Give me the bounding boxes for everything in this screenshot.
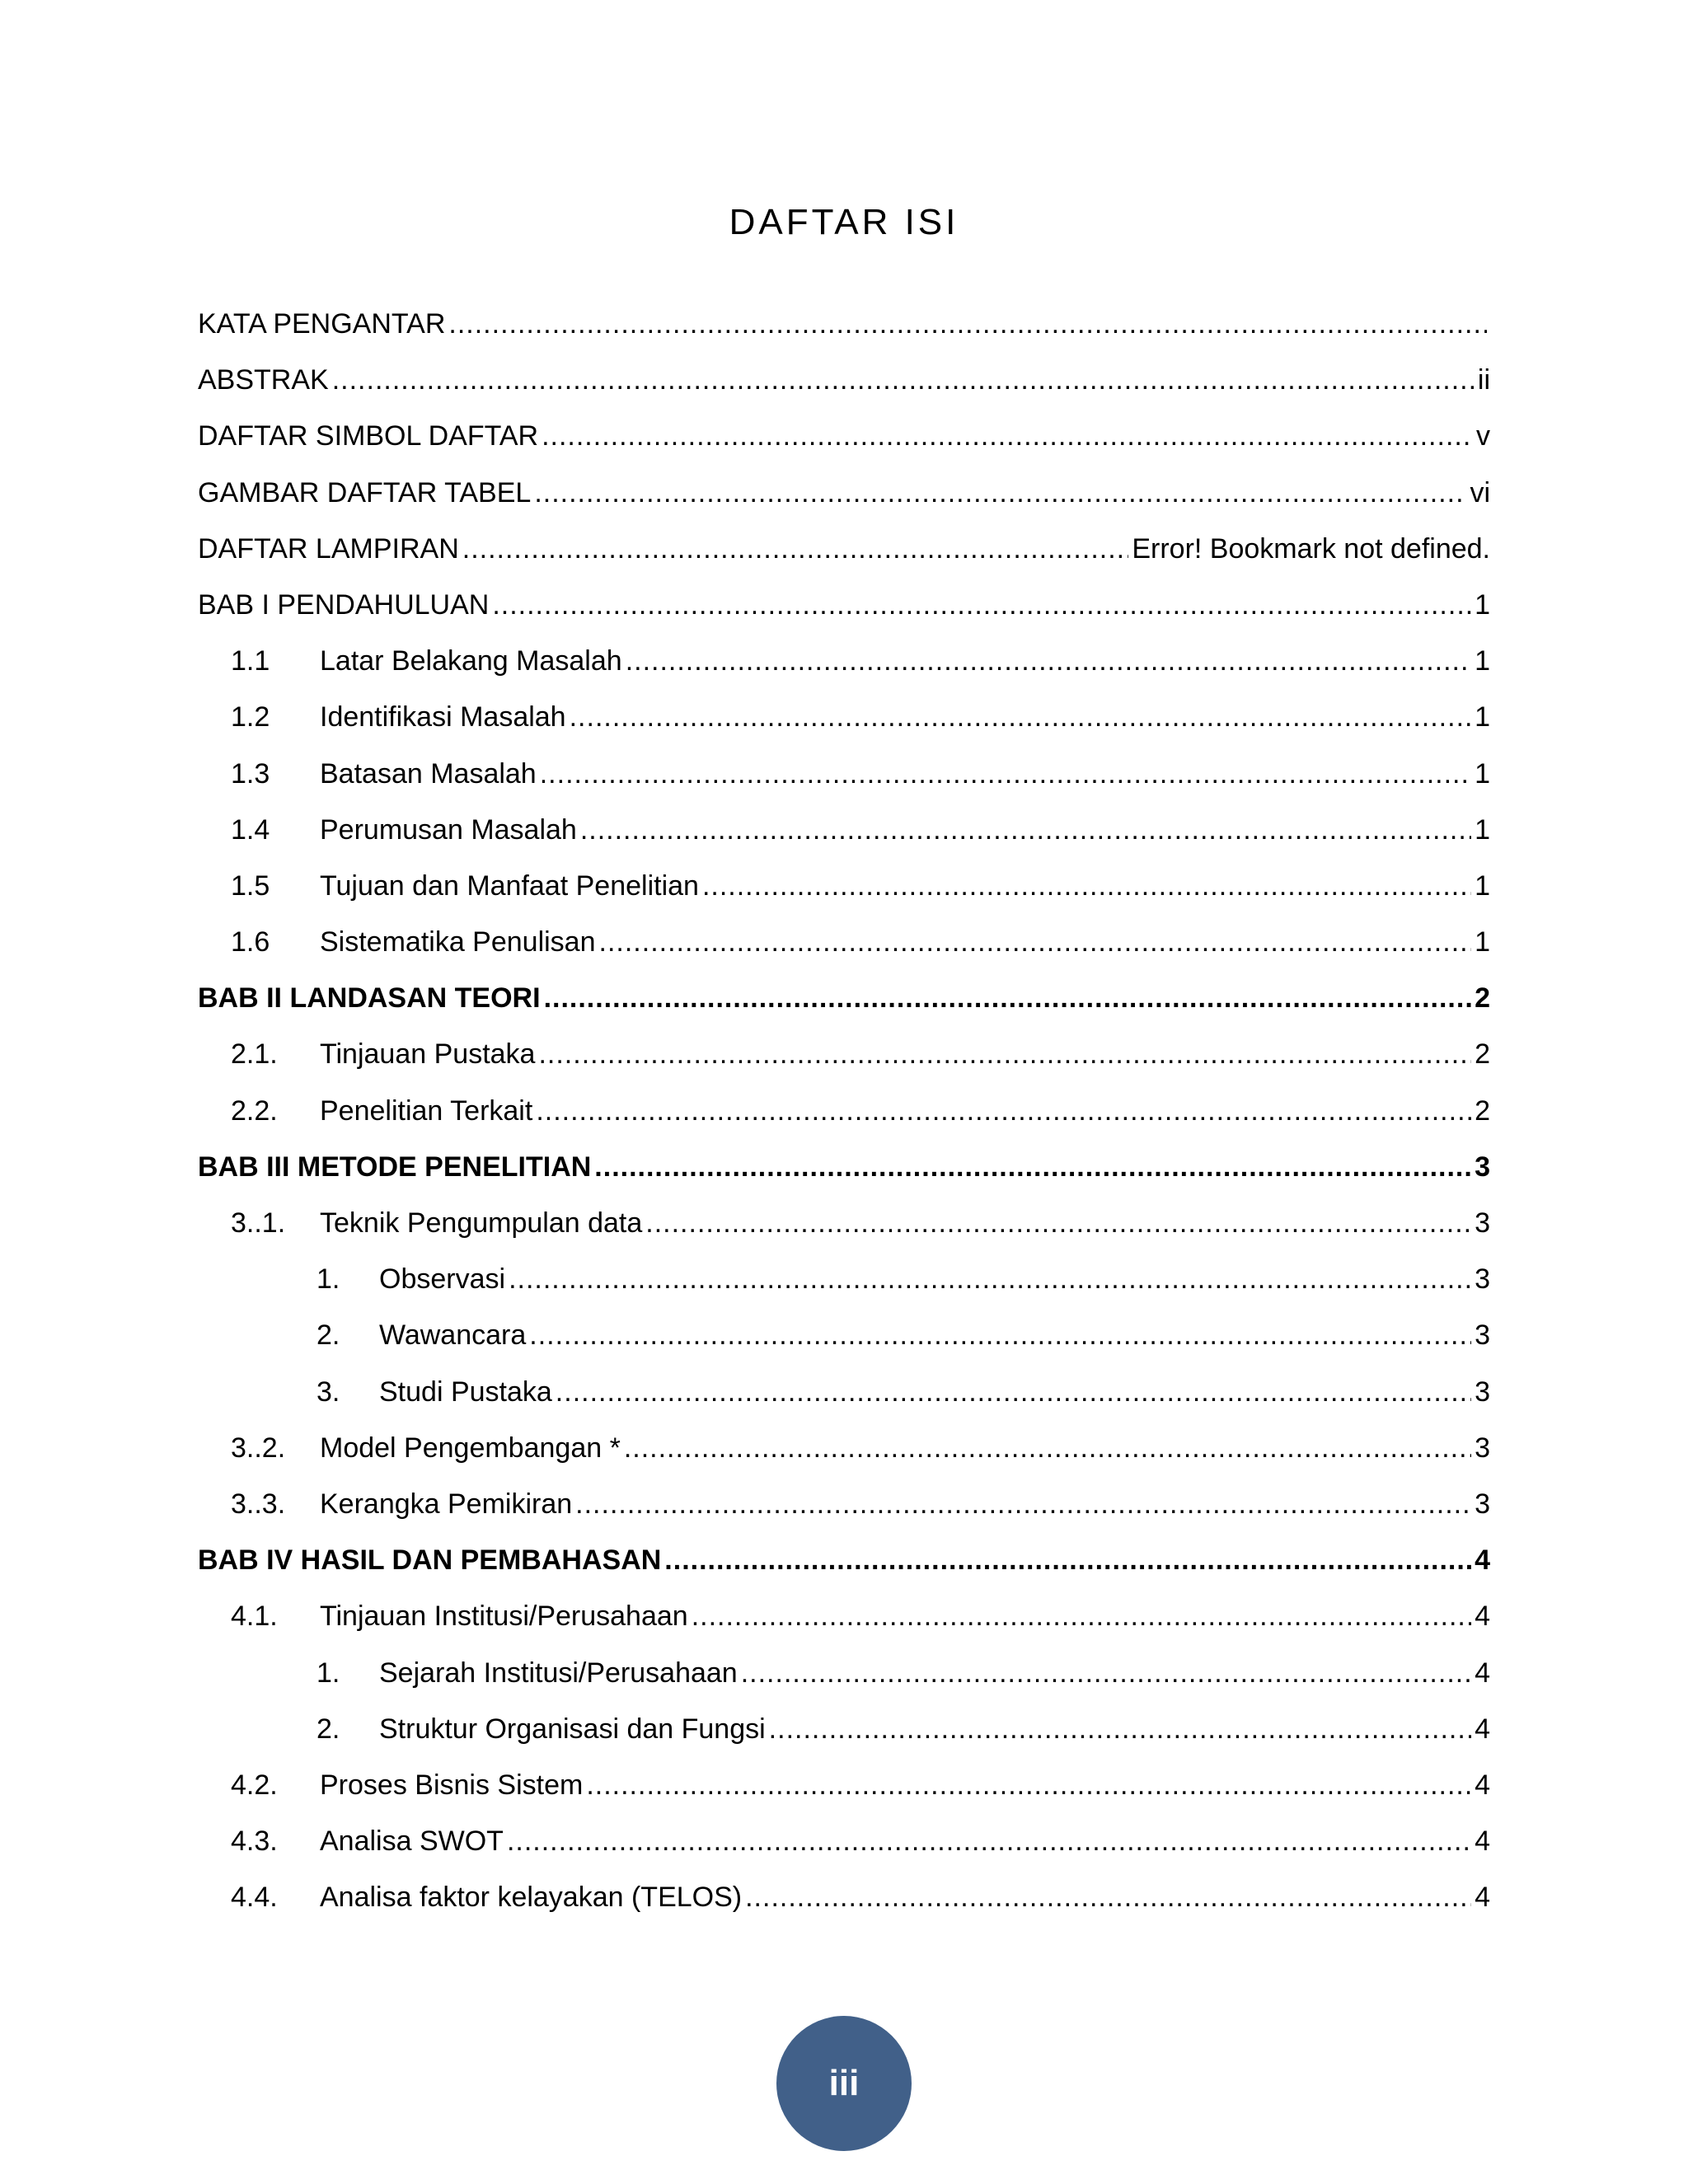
toc-entry-label: GAMBAR DAFTAR TABEL xyxy=(198,476,532,509)
toc-entry[interactable] xyxy=(198,1319,1490,1375)
toc-entry-label: Tinjauan Institusi/Perusahaan xyxy=(320,1601,688,1633)
toc-entry-label: Analisa SWOT xyxy=(320,1825,504,1858)
toc-entry[interactable] xyxy=(198,926,1490,982)
dot-leader xyxy=(745,1881,1471,1914)
toc-entry-page: Error! Bookmark not defined. xyxy=(1132,532,1490,565)
toc-entry[interactable] xyxy=(198,1207,1490,1263)
toc-entry[interactable] xyxy=(198,363,1490,419)
dot-leader xyxy=(594,1151,1471,1183)
toc-entry-number: 1.6 xyxy=(231,926,270,958)
dot-leader xyxy=(586,1769,1471,1802)
toc-entry[interactable] xyxy=(198,982,1490,1038)
toc-entry-label: DAFTAR SIMBOL DAFTAR xyxy=(198,420,539,452)
toc-entry[interactable] xyxy=(198,532,1490,588)
toc-entry[interactable] xyxy=(198,476,1490,532)
toc-entry-number: 1. xyxy=(316,1657,340,1689)
toc-entry-page: 4 xyxy=(1475,1882,1490,1914)
dot-leader xyxy=(448,307,1487,340)
toc-entry-label: Kerangka Pemikiran xyxy=(320,1488,573,1520)
dot-leader xyxy=(645,1207,1471,1240)
toc-entry[interactable] xyxy=(198,1151,1490,1207)
dot-leader xyxy=(542,419,1473,452)
dot-leader xyxy=(692,1600,1471,1633)
toc-entry-number: 1.4 xyxy=(231,813,270,846)
toc-entry-page: 3 xyxy=(1475,1263,1490,1296)
toc-entry-number: 2. xyxy=(316,1319,340,1352)
toc-entry-page: 1 xyxy=(1475,869,1490,902)
toc-entry-page: 1 xyxy=(1475,813,1490,846)
dot-leader xyxy=(544,982,1472,1015)
toc-entry[interactable] xyxy=(198,757,1490,813)
toc-entry-page: 3 xyxy=(1475,1376,1490,1408)
dot-leader xyxy=(534,476,1466,509)
toc-entry-label: Sistematika Penulisan xyxy=(320,926,596,958)
toc-entry-number: 4.3. xyxy=(231,1825,278,1858)
toc-entry-label: Tujuan dan Manfaat Penelitian xyxy=(320,869,699,902)
toc-entry[interactable] xyxy=(198,1432,1490,1488)
toc-entry-label: Analisa faktor kelayakan (TELOS) xyxy=(320,1882,743,1914)
toc-entry-page: vi xyxy=(1470,476,1490,509)
toc-entry-label: Wawancara xyxy=(379,1319,527,1352)
toc-entry-label: Observasi xyxy=(379,1263,506,1296)
toc-entry-number: 4.2. xyxy=(231,1769,278,1801)
toc-entry-number: 3..3. xyxy=(231,1488,286,1520)
toc-entry[interactable] xyxy=(198,1544,1490,1600)
toc-entry[interactable] xyxy=(198,1600,1490,1656)
dot-leader xyxy=(626,644,1471,677)
toc-entry-page: 4 xyxy=(1475,1657,1490,1689)
dot-leader xyxy=(769,1713,1471,1746)
toc-entry-label: Perumusan Masalah xyxy=(320,813,577,846)
toc-entry[interactable] xyxy=(198,1038,1490,1094)
toc-entry[interactable] xyxy=(198,701,1490,757)
toc-entry-page: 3 xyxy=(1475,1151,1490,1183)
toc-entry-page: 2 xyxy=(1475,982,1490,1015)
toc-entry-label: DAFTAR LAMPIRAN xyxy=(198,532,459,565)
dot-leader xyxy=(509,1263,1471,1296)
toc-entry-page: 1 xyxy=(1475,757,1490,790)
toc-entry[interactable] xyxy=(198,1825,1490,1881)
toc-entry[interactable] xyxy=(198,1488,1490,1544)
dot-leader xyxy=(702,869,1471,902)
toc-entry-label: Batasan Masalah xyxy=(320,757,537,790)
toc-entry[interactable] xyxy=(198,1094,1490,1151)
dot-leader xyxy=(664,1544,1471,1577)
toc-entry-page: 2 xyxy=(1475,1038,1490,1071)
toc-entry-label: BAB III METODE PENELITIAN xyxy=(198,1151,592,1183)
page-number-badge: iii xyxy=(776,2016,912,2151)
toc-entry[interactable] xyxy=(198,1713,1490,1769)
toc-entry-label: BAB II LANDASAN TEORI xyxy=(198,982,541,1015)
dot-leader xyxy=(507,1825,1471,1858)
toc-entry[interactable] xyxy=(198,1376,1490,1432)
toc-entry-label: Struktur Organisasi dan Fungsi xyxy=(379,1713,766,1745)
toc-entry-page: 1 xyxy=(1475,701,1490,733)
toc-entry-page: 3 xyxy=(1475,1432,1490,1464)
dot-leader xyxy=(540,757,1471,790)
toc-entry-number: 1.3 xyxy=(231,757,270,790)
dot-leader xyxy=(536,1094,1471,1127)
toc-entry-label: ABSTRAK xyxy=(198,364,329,396)
toc-entry-number: 1.5 xyxy=(231,869,270,902)
toc-entry-number: 3..2. xyxy=(231,1432,286,1464)
toc-entry-label: Studi Pustaka xyxy=(379,1376,552,1408)
toc-entry[interactable] xyxy=(198,419,1490,476)
toc-entry-page: 1 xyxy=(1475,645,1490,677)
toc-entry[interactable] xyxy=(198,644,1490,701)
page-title: DAFTAR ISI xyxy=(729,202,959,242)
toc-entry-label: Model Pengembangan * xyxy=(320,1432,621,1464)
dot-leader xyxy=(462,532,1129,565)
toc-entry-label: Latar Belakang Masalah xyxy=(320,645,622,677)
toc-entry-label: BAB I PENDAHULUAN xyxy=(198,588,490,621)
toc-entry-label: Proses Bisnis Sistem xyxy=(320,1769,584,1801)
dot-leader xyxy=(624,1432,1471,1465)
toc-entry-page: 4 xyxy=(1475,1544,1490,1577)
dot-leader xyxy=(575,1488,1471,1521)
toc-entry-page: 3 xyxy=(1475,1319,1490,1352)
toc-entry[interactable] xyxy=(198,1881,1490,1937)
dot-leader xyxy=(556,1376,1471,1408)
toc-entry-page: 3 xyxy=(1475,1207,1490,1239)
toc-entry-page: 4 xyxy=(1475,1601,1490,1633)
toc-entry[interactable] xyxy=(198,588,1490,644)
toc-entry[interactable] xyxy=(198,1769,1490,1825)
toc-entry-page: 1 xyxy=(1475,926,1490,958)
toc-entry-label: KATA PENGANTAR xyxy=(198,308,446,340)
dot-leader xyxy=(570,701,1471,733)
toc-entry-number: 2.1. xyxy=(231,1038,278,1071)
toc-entry-number: 1.2 xyxy=(231,701,270,733)
dot-leader xyxy=(580,813,1471,846)
dot-leader xyxy=(529,1319,1471,1352)
toc-entry[interactable] xyxy=(198,1657,1490,1713)
dot-leader xyxy=(492,588,1471,621)
dot-leader xyxy=(538,1038,1471,1071)
toc-entry[interactable] xyxy=(198,813,1490,869)
toc-entry-number: 4.4. xyxy=(231,1882,278,1914)
toc-entry-number: 1.1 xyxy=(231,645,270,677)
toc-entry[interactable] xyxy=(198,307,1490,363)
toc-entry-label: BAB IV HASIL DAN PEMBAHASAN xyxy=(198,1544,662,1577)
dot-leader xyxy=(599,926,1472,958)
toc-entry-label: Penelitian Terkait xyxy=(320,1094,533,1127)
toc-entry-page: 1 xyxy=(1475,588,1490,621)
dot-leader xyxy=(332,363,1475,396)
toc-entry-number: 1. xyxy=(316,1263,340,1296)
toc-entry-number: 2.2. xyxy=(231,1094,278,1127)
table-of-contents xyxy=(198,307,1490,1937)
dot-leader xyxy=(741,1657,1471,1690)
toc-entry-label: Identifikasi Masalah xyxy=(320,701,566,733)
toc-entry-page: 4 xyxy=(1475,1713,1490,1745)
toc-entry-number: 3..1. xyxy=(231,1207,286,1239)
toc-entry[interactable] xyxy=(198,869,1490,926)
toc-entry-page: v xyxy=(1476,420,1490,452)
toc-entry-number: 3. xyxy=(316,1376,340,1408)
toc-entry-page: 3 xyxy=(1475,1488,1490,1520)
toc-entry-label: Tinjauan Pustaka xyxy=(320,1038,536,1071)
toc-entry-number: 4.1. xyxy=(231,1601,278,1633)
toc-entry-page: ii xyxy=(1477,364,1490,396)
toc-entry-page: 4 xyxy=(1475,1769,1490,1801)
toc-entry-label: Teknik Pengumpulan data xyxy=(320,1207,643,1239)
toc-entry-page: 4 xyxy=(1475,1825,1490,1858)
toc-entry-label: Sejarah Institusi/Perusahaan xyxy=(379,1657,738,1689)
toc-entry-number: 2. xyxy=(316,1713,340,1745)
toc-entry[interactable] xyxy=(198,1263,1490,1319)
toc-entry-page: 2 xyxy=(1475,1094,1490,1127)
